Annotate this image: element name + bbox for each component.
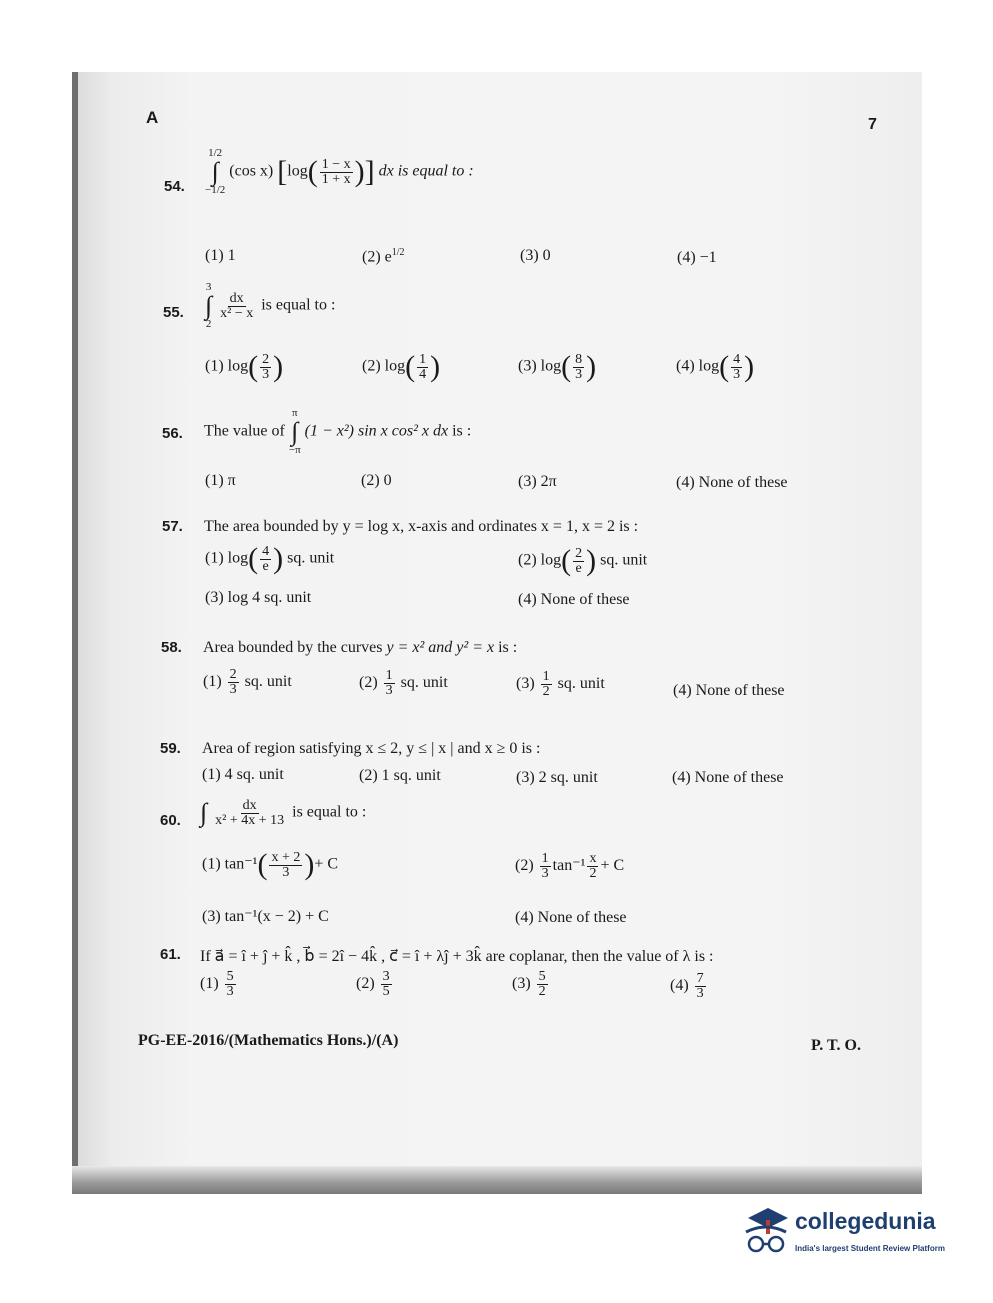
option-2: (2) $\frac{1}{3}$ tan⁻¹ $\frac{x}{2}$ + C <box>515 851 625 881</box>
option-3: (3) 0 <box>520 247 551 264</box>
option-1: (1) $\frac{2}{3}$ sq. unit <box>203 667 292 697</box>
question-number: 61. <box>160 946 181 963</box>
option-3: (3) 2 sq. unit <box>516 769 598 786</box>
option-2: (2) $\frac{1}{3}$ sq. unit <box>359 668 448 698</box>
option-3: (3) $\frac{1}{2}$ sq. unit <box>516 669 605 699</box>
option-2: (2) $e^{1/2}$ <box>362 247 405 266</box>
question-54-stem: 1/2 ∫ −1/2 (cos x) [log( $\frac{1 - x}{1 + x}$ )] dx is equal to : <box>205 147 474 196</box>
lower-limit: −1/2 <box>205 184 226 196</box>
option-4: (4) None of these <box>672 769 784 786</box>
option-3: (3) tan⁻¹(x − 2) + C <box>202 908 329 925</box>
integral-icon: ∫ <box>211 157 219 186</box>
paper-code: PG-EE-2016/(Mathematics Hons.)/(A) <box>138 1032 399 1049</box>
option-1: (1) 1 <box>205 247 236 264</box>
option-3: (3) $\frac{5}{2}$ <box>512 969 546 999</box>
option-1: (1) 4 sq. unit <box>202 766 284 783</box>
question-61-stem: If a⃗ = î + ĵ + k̂ , b⃗ = 2î − 4k̂ , c⃗ = î + λĵ + 3k̂ are coplanar, then the value of λ is : <box>200 948 714 965</box>
option-3: (3) log 4 sq. unit <box>205 589 312 606</box>
option-3: (3) log( $\frac{8}{3}$ ) <box>518 350 597 383</box>
question-59-stem: Area of region satisfying x ≤ 2, y ≤ | x | and x ≥ 0 is : <box>202 740 541 757</box>
question-55-stem: 3 ∫ 2 $\frac{dx}{\text{x² − x}}$ is equal to : <box>205 281 336 330</box>
option-4: (4) −1 <box>677 249 717 266</box>
set-code: A <box>146 108 159 127</box>
option-1: (1) π <box>205 472 236 489</box>
option-4: (4) None of these <box>518 591 630 608</box>
option-4: (4) None of these <box>673 682 785 699</box>
question-number: 56. <box>162 425 183 442</box>
brand-name: collegedunia <box>795 1208 936 1234</box>
question-60-stem: ∫ $\frac{dx}{\text{x² + 4x + 13}}$ is equal to : <box>200 797 367 828</box>
question-58-stem: Area bounded by the curves y = x² and y² = x is : <box>203 639 518 656</box>
option-1: (1) $\frac{5}{3}$ <box>200 969 234 999</box>
option-4: (4) $\frac{7}{3}$ <box>670 971 704 1001</box>
question-number: 60. <box>160 812 181 829</box>
upper-limit: 1/2 <box>208 147 223 159</box>
option-1: (1) log( $\frac{4}{e}$ ) sq. unit <box>205 542 335 575</box>
question-number: 57. <box>162 518 183 535</box>
question-number: 59. <box>160 740 181 757</box>
question-number: 58. <box>161 639 182 656</box>
question-56-stem: The value of π ∫ −π (1 − x²) sin x cos² x dx is : <box>204 407 472 456</box>
option-2: (2) log( $\frac{1}{4}$ ) <box>362 350 441 383</box>
option-1: (1) tan⁻¹( $\frac{x + 2}{3}$ )+ C <box>202 848 339 881</box>
scan-shadow <box>72 1166 922 1194</box>
option-2: (2) 1 sq. unit <box>359 767 441 784</box>
integral-icon: ∫ <box>205 291 213 320</box>
brand-tagline: India's largest Student Review Platform <box>795 1244 945 1253</box>
pto: P. T. O. <box>811 1037 861 1054</box>
scanned-page <box>72 72 922 1194</box>
option-2: (2) log( $\frac{2}{e}$ ) sq. unit <box>518 544 648 577</box>
option-2: (2) 0 <box>361 472 392 489</box>
question-number: 55. <box>163 304 184 321</box>
question-57-stem: The area bounded by y = log x, x-axis and ordinates x = 1, x = 2 is : <box>204 518 639 535</box>
page-number: 7 <box>868 116 877 133</box>
option-3: (3) 2π <box>518 473 557 490</box>
option-2: (2) $\frac{3}{5}$ <box>356 969 390 999</box>
option-1: (1) log( $\frac{2}{3}$ ) <box>205 350 284 383</box>
question-number: 54. <box>164 178 185 195</box>
option-4: (4) None of these <box>515 909 627 926</box>
option-4: (4) None of these <box>676 474 788 491</box>
option-4: (4) log( $\frac{4}{3}$ ) <box>676 350 755 383</box>
integral-icon: ∫ <box>200 798 208 827</box>
integral-icon: ∫ <box>291 417 299 446</box>
scan-edge <box>72 72 78 1194</box>
